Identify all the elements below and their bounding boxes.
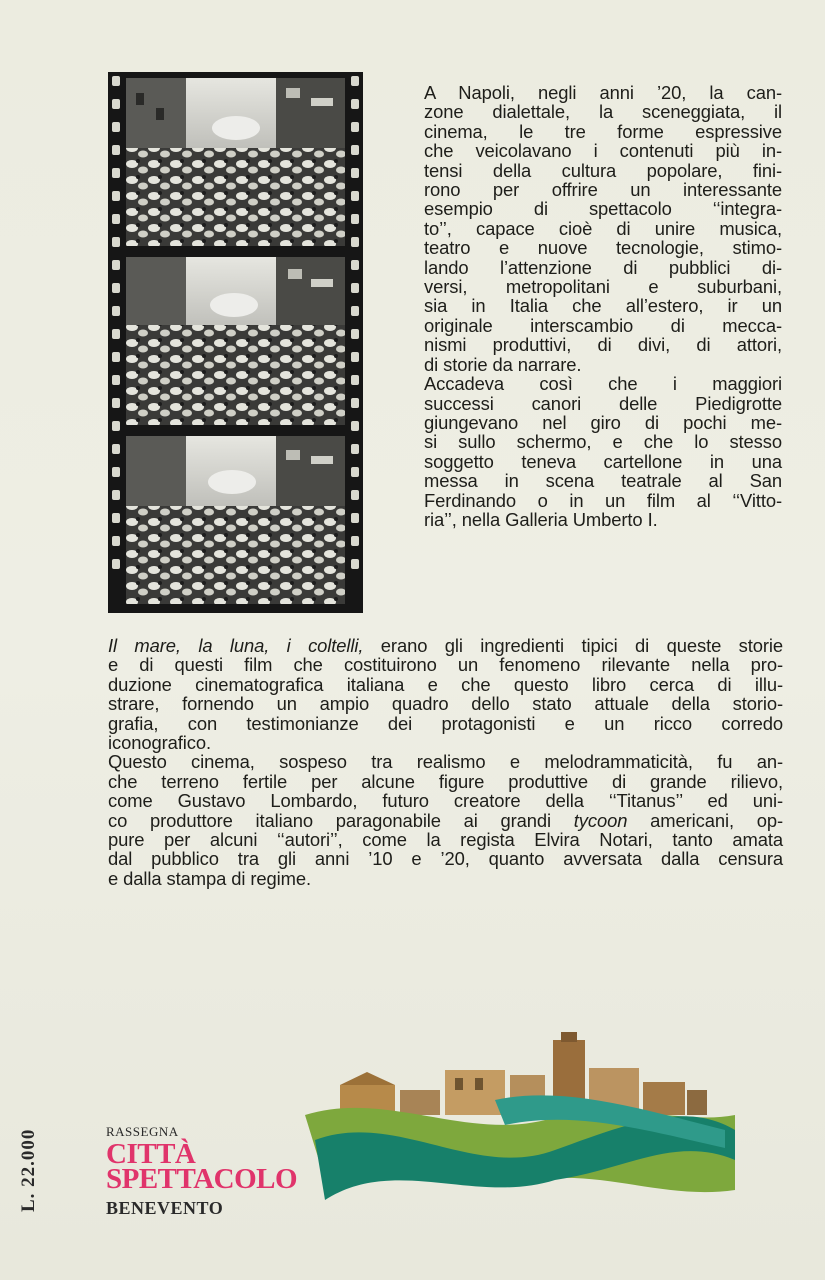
text-line: che terreno fertile per alcune figure produttive di grande rilievo, xyxy=(108,770,783,792)
text-line: soggetto teneva cartellone in una xyxy=(424,450,782,472)
brand-citta: CITTÀ xyxy=(106,1138,196,1170)
brand-city: BENEVENTO xyxy=(106,1198,224,1218)
text-line: versi, metropolitani e suburbani, xyxy=(424,276,782,298)
text-line: to’’, capace cioè di unire musica, xyxy=(424,217,782,239)
brand-spettacolo: SPETTACOLO xyxy=(106,1163,298,1195)
text-line: nismi produttivi, di divi, di attori, xyxy=(424,334,782,356)
text-line: pure per alcuni ‘‘autori’’, come la regista Elvira Notari, tanto amata xyxy=(108,829,783,851)
price-label: L. 22.000 xyxy=(18,1128,39,1212)
text-line: e dalla stampa di regime. xyxy=(108,867,311,889)
text-line: si sullo schermo, e che lo stesso xyxy=(424,431,782,453)
text-line: zone dialettale, la sceneggiata, il xyxy=(424,101,782,123)
text-line: di storie da narrare. xyxy=(424,353,582,375)
book-title-italic: Il mare, la luna, i coltelli, xyxy=(108,635,364,656)
text-line: grafia, con testimonianze dei protagonisti e un ricco corredo xyxy=(108,712,783,734)
text-line: ria’’, nella Galleria Umberto I. xyxy=(424,508,658,530)
text-line: Il mare, la luna, i coltelli, erano gli ingredienti tipici di queste storie xyxy=(108,635,783,656)
film-perforations-right xyxy=(349,76,361,609)
text-line: come Gustavo Lombardo, futuro creatore della ‘‘Titanus’’ ed uni- xyxy=(108,790,783,812)
description-paragraphs xyxy=(108,636,783,888)
text-line: Accadeva così che i maggiori xyxy=(424,373,782,395)
text-line: iconografico. xyxy=(108,732,211,754)
film-frame-1 xyxy=(126,78,345,246)
text-line: sia in Italia che all’estero, ir un xyxy=(424,295,782,317)
tycoon-italic: tycoon xyxy=(573,809,628,831)
text-line: originale interscambio di mecca- xyxy=(424,314,782,336)
text-line: esempio di spettacolo ‘‘integra- xyxy=(424,198,782,220)
text-line: successi canori delle Piedigrotte xyxy=(424,392,782,414)
text-line: che veicolavano i contenuti più in- xyxy=(424,140,782,162)
text-line: giungevano nel giro di pochi me- xyxy=(424,411,782,433)
brand-rassegna: RASSEGNA xyxy=(106,1124,179,1139)
text-line: rono per offrire un interessante xyxy=(424,179,782,201)
text-line: dal pubblico tra gli anni ’10 e ’20, quanto avversata dalla censura xyxy=(108,848,783,870)
text-line: teatro e nuove tecnologie, stimo- xyxy=(424,237,782,259)
film-perforations-left xyxy=(110,76,122,609)
text-line: duzione cinematografica italiana e che questo libro cerca di illu- xyxy=(108,673,783,695)
text-line: A Napoli, negli anni ’20, la can- xyxy=(424,82,782,103)
skyline-wave-emblem xyxy=(305,1030,735,1205)
film-frame-2 xyxy=(126,257,345,425)
text-line: Ferdinando o in un film al ‘‘Vitto- xyxy=(424,489,782,511)
text-line: e di questi film che costituirono un fenomeno rilevante nella pro- xyxy=(108,654,783,676)
film-strip-photo xyxy=(108,72,363,613)
text-line: cinema, le tre forme espressive xyxy=(424,120,782,142)
text-line: tensi della cultura popolare, fini- xyxy=(424,159,782,181)
intro-paragraph xyxy=(424,83,782,529)
publisher-logo xyxy=(106,1124,297,1219)
text-line: co produttore italiano paragonabile ai grandi tycoon americani, op- xyxy=(108,809,783,831)
text-line: messa in scena teatrale al San xyxy=(424,470,782,492)
film-frame-3 xyxy=(126,436,345,604)
text-line: Questo cinema, sospeso tra realismo e melodrammaticità, fu an- xyxy=(108,751,783,773)
text-line: strare, fornendo un ampio quadro dello stato attuale della storio- xyxy=(108,693,783,715)
text-line: lando l’attenzione di pubblici di- xyxy=(424,256,782,278)
